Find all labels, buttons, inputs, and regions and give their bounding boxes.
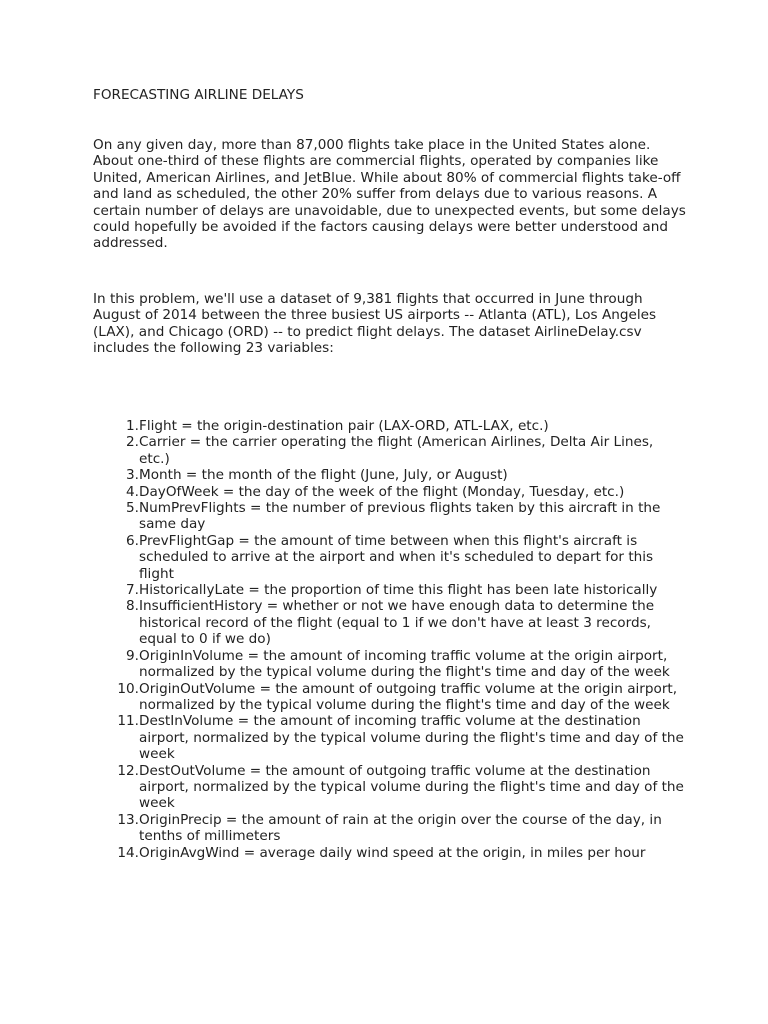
list-item-number: 13. [117,811,139,828]
list-item-text: Carrier = the carrier operating the flight (American Airlines, Delta Air Lines, etc.) [139,434,654,467]
list-item-number: 1. [126,418,139,434]
list-item-text: OriginOutVolume = the amount of outgoing traffic volume at the origin airport, normalized by the typical volume during the flight's time and day of the week [139,680,678,713]
list-item [126,598,684,648]
list-item-text: Flight = the origin-destination pair (LAX-ORD, ATL-LAX, etc.) [139,418,549,434]
list-item [126,582,684,599]
list-item-text: OriginAvgWind = average daily wind speed at the origin, in miles per hour [139,844,646,861]
list-item-number: 7. [126,582,139,599]
list-item [117,762,684,812]
list-item-text: DayOfWeek = the day of the week of the flight (Monday, Tuesday, etc.) [139,483,625,500]
list-item-text: NumPrevFlights = the number of previous flights taken by this aircraft in the same day [139,500,661,533]
list-item-number: 12. [117,762,139,779]
list-item-number: 2. [126,434,139,451]
list-item-number: 3. [126,467,139,484]
list-item-number: 14. [117,844,139,861]
list-item [126,532,684,582]
list-item-text: DestInVolume = the amount of incoming traffic volume at the destination airport, normalized by the typical volume during the flight's time and day of the week [139,713,684,763]
list-item-number: 9. [126,647,139,664]
list-item [126,434,684,467]
list-item-text: PrevFlightGap = the amount of time between when this flight's aircraft is scheduled to arrive at the airport and when it's scheduled to depart for this flight [139,532,654,582]
list-item [126,483,684,500]
list-item-number: 11. [117,713,139,730]
list-item-text: DestOutVolume = the amount of outgoing traffic volume at the destination airport, normalized by the typical volume during the flight's time and day of the week [139,762,684,812]
list-item-number: 4. [126,483,139,500]
dataset-paragraph: In this problem, we'll use a dataset of 9,381 flights that occurred in June through August of 2014 between the three busiest US airports -- Atlanta (ATL), Los Angeles (LAX), and Chicago (ORD) -- to predict flight delays. The dataset AirlineDelay.csv includes the following 23 variables: [93,291,657,357]
list-item [117,811,684,845]
list-item-text: OriginPrecip = the amount of rain at the origin over the course of the day, in tenths of millimeters [139,811,662,845]
list-item-number: 8. [126,598,139,615]
list-item [126,647,684,681]
list-item [126,467,684,484]
list-item-number: 5. [126,500,139,517]
list-item-text: HistoricallyLate = the proportion of time this flight has been late historically [139,582,658,599]
document-title: FORECASTING AIRLINE DELAYS [93,87,304,103]
list-item-text: Month = the month of the flight (June, July, or August) [139,467,508,484]
list-item [117,680,684,714]
list-item [126,500,684,533]
list-item-number: 6. [126,532,139,549]
variable-list [117,418,684,861]
list-item-number: 10. [117,680,139,697]
list-item [117,713,684,763]
list-item [117,844,684,861]
list-item [126,418,684,434]
list-item-text: OriginInVolume = the amount of incoming traffic volume at the origin airport, normalized by the typical volume during the flight's time and day of the week [139,647,670,681]
intro-paragraph: On any given day, more than 87,000 flights take place in the United States alone. About one-third of these flights are commercial flights, operated by companies like United, American Airlines, and JetBlue. While about 80% of commercial flights take-off and land as scheduled, the other 20% suffer from delays due to various reasons. A certain number of delays are unavoidable, due to unexpected events, but some delays could hopefully be avoided if the factors causing delays were better understood and addressed. [93,137,686,252]
list-item-text: InsufficientHistory = whether or not we have enough data to determine the historical record of the flight (equal to 1 if we don't have at least 3 records, equal to 0 if we do) [139,598,655,648]
